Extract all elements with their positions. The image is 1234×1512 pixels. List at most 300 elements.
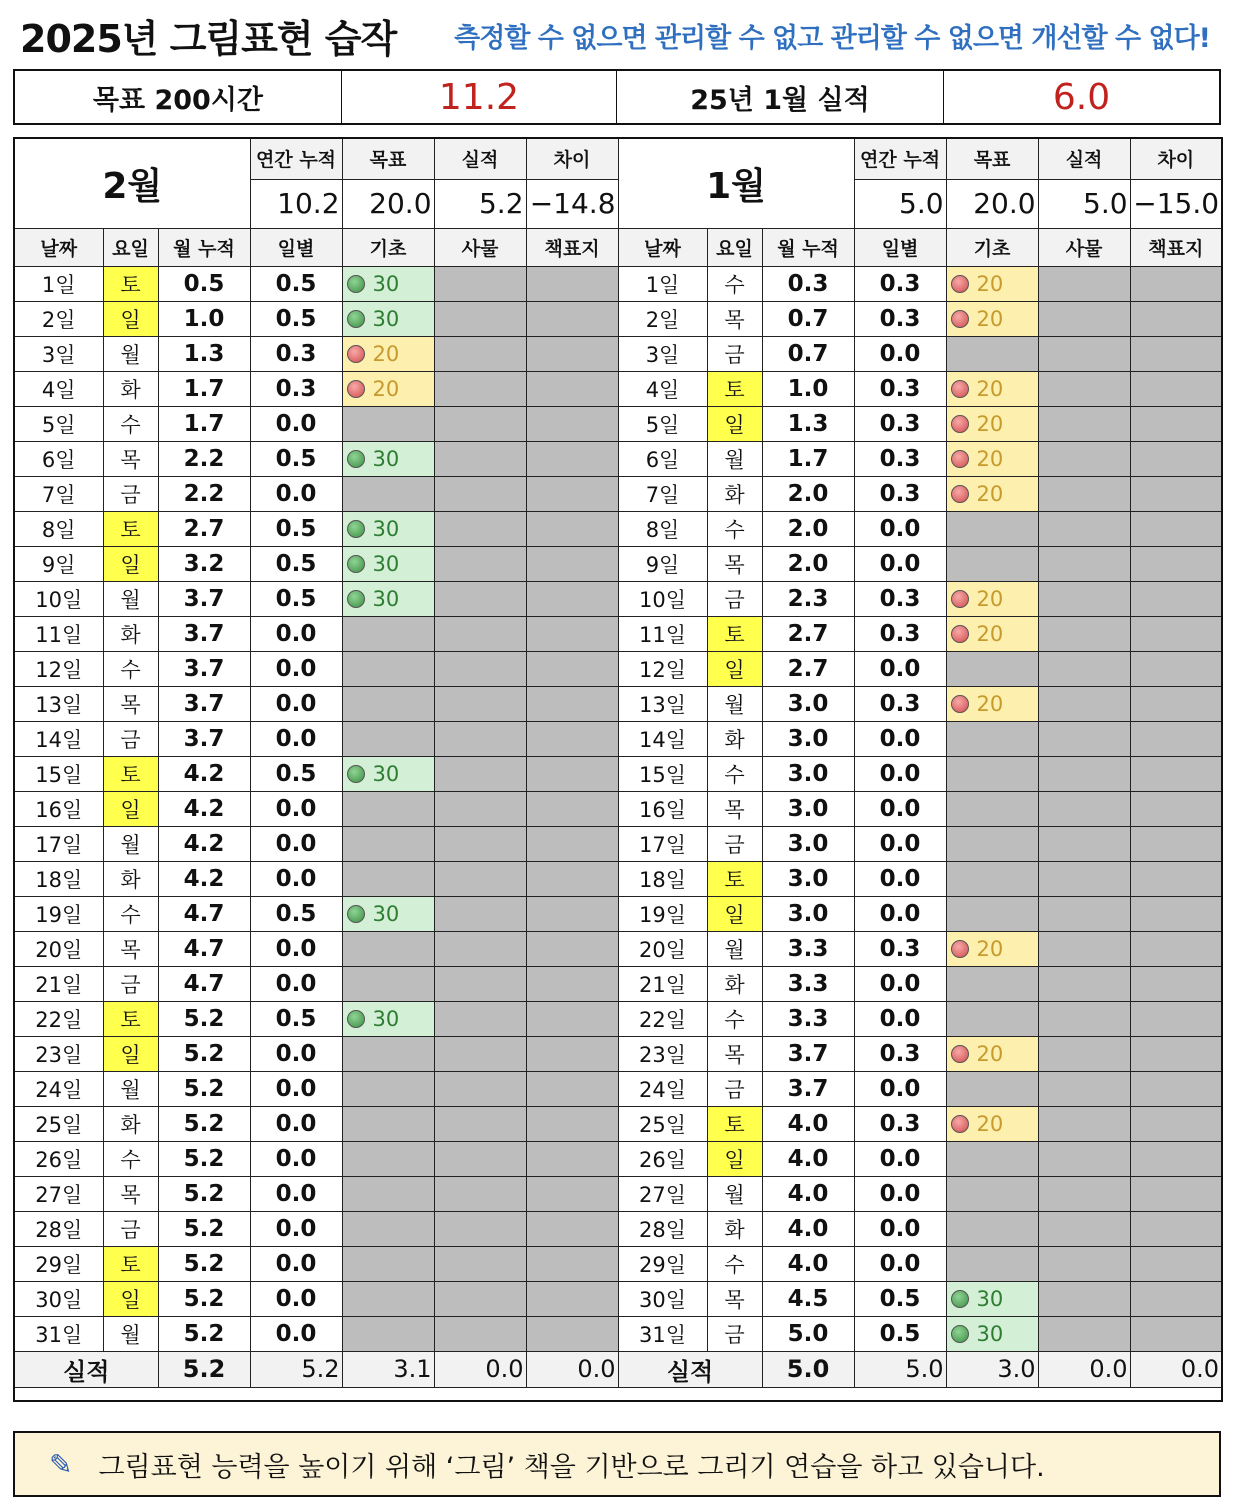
day-cell: 5일 [618, 406, 707, 441]
basic-cell [342, 476, 434, 511]
red-circle-icon [951, 1045, 969, 1063]
red-circle-icon [347, 345, 365, 363]
object-cell [1038, 1001, 1130, 1036]
basic-cell [342, 581, 434, 616]
day-cell: 1일 [14, 266, 103, 301]
blank-row [14, 1387, 1222, 1401]
weekday-cell: 금 [103, 1211, 158, 1246]
red-circle-icon [951, 380, 969, 398]
object-cell [1038, 581, 1130, 616]
column-header: 요일 [707, 228, 762, 266]
table-row [14, 371, 1222, 406]
cumulative-cell: 4.2 [158, 756, 250, 791]
daily-cell: 0.0 [854, 861, 946, 896]
cover-cell [1130, 966, 1222, 1001]
red-circle-icon [951, 485, 969, 503]
basic-cell [946, 1176, 1038, 1211]
daily-cell: 0.5 [250, 581, 342, 616]
basic-cell [946, 686, 1038, 721]
object-cell [434, 1036, 526, 1071]
weekday-cell: 목 [707, 1281, 762, 1316]
basic-cell [342, 721, 434, 756]
day-cell: 23일 [618, 1036, 707, 1071]
basic-cell [946, 1211, 1038, 1246]
object-cell [434, 1106, 526, 1141]
daily-cell: 0.0 [854, 966, 946, 1001]
weekday-cell: 금 [707, 581, 762, 616]
column-header: 책표지 [526, 228, 618, 266]
basic-cell [342, 1001, 434, 1036]
object-cell [1038, 686, 1130, 721]
weekday-cell: 토 [103, 1246, 158, 1281]
total-value: 5.0 [854, 1351, 946, 1387]
daily-cell: 0.0 [250, 1281, 342, 1316]
cover-cell [1130, 1001, 1222, 1036]
weekday-cell: 월 [103, 1071, 158, 1106]
weekday-cell: 수 [103, 1141, 158, 1176]
daily-cell: 0.0 [250, 616, 342, 651]
table-row [14, 1246, 1222, 1281]
cover-cell [526, 651, 618, 686]
stat-value: −15.0 [1130, 179, 1222, 228]
basic-cell [946, 896, 1038, 931]
cumulative-cell: 3.7 [158, 581, 250, 616]
daily-cell: 0.3 [854, 616, 946, 651]
basic-cell [342, 371, 434, 406]
basic-value: 20 [976, 586, 1004, 611]
cumulative-cell: 5.2 [158, 1176, 250, 1211]
table-row [14, 616, 1222, 651]
basic-cell [342, 756, 434, 791]
basic-value: 30 [372, 306, 400, 331]
day-cell: 4일 [14, 371, 103, 406]
cumulative-cell: 3.7 [158, 616, 250, 651]
object-cell [1038, 1036, 1130, 1071]
cumulative-cell: 4.7 [158, 896, 250, 931]
weekday-cell: 월 [707, 686, 762, 721]
basic-cell [946, 1246, 1038, 1281]
cover-cell [1130, 476, 1222, 511]
cumulative-cell: 4.7 [158, 966, 250, 1001]
day-cell: 5일 [14, 406, 103, 441]
cumulative-cell: 4.0 [762, 1141, 854, 1176]
object-cell [434, 1211, 526, 1246]
table-row [14, 1176, 1222, 1211]
weekday-cell: 일 [707, 651, 762, 686]
cover-cell [1130, 266, 1222, 301]
day-cell: 26일 [618, 1141, 707, 1176]
green-circle-icon [347, 765, 365, 783]
page-title: 2025년 그림표현 습작 [20, 17, 397, 61]
cover-cell [1130, 301, 1222, 336]
daily-cell: 0.0 [854, 1001, 946, 1036]
cover-cell [1130, 581, 1222, 616]
weekday-cell: 토 [707, 861, 762, 896]
object-cell [434, 336, 526, 371]
green-circle-icon [951, 1290, 969, 1308]
cumulative-cell: 3.7 [158, 721, 250, 756]
total-value: 3.1 [342, 1351, 434, 1387]
daily-cell: 0.0 [250, 1141, 342, 1176]
basic-cell [342, 266, 434, 301]
object-cell [434, 1281, 526, 1316]
cover-cell [526, 966, 618, 1001]
cover-cell [1130, 651, 1222, 686]
column-header: 사물 [434, 228, 526, 266]
weekday-cell: 토 [103, 1001, 158, 1036]
weekday-cell: 화 [103, 861, 158, 896]
cumulative-cell: 1.7 [158, 406, 250, 441]
day-cell: 7일 [14, 476, 103, 511]
weekday-cell: 월 [707, 931, 762, 966]
table-row [14, 266, 1222, 301]
daily-cell: 0.0 [854, 896, 946, 931]
weekday-cell: 화 [707, 476, 762, 511]
red-circle-icon [951, 275, 969, 293]
day-cell: 13일 [14, 686, 103, 721]
weekday-cell: 화 [707, 1211, 762, 1246]
cumulative-cell: 3.0 [762, 861, 854, 896]
slogan: 측정할 수 없으면 관리할 수 없고 관리할 수 없으면 개선할 수 없다! [454, 23, 1210, 54]
daily-cell: 0.0 [250, 826, 342, 861]
cumulative-cell: 3.7 [762, 1071, 854, 1106]
day-cell: 18일 [618, 861, 707, 896]
basic-cell [946, 721, 1038, 756]
basic-cell [946, 1071, 1038, 1106]
cumulative-cell: 2.7 [762, 651, 854, 686]
basic-value: 30 [372, 516, 400, 541]
weekday-cell: 일 [103, 791, 158, 826]
cover-cell [1130, 371, 1222, 406]
daily-cell: 0.0 [854, 1141, 946, 1176]
table-row [14, 441, 1222, 476]
cumulative-cell: 3.0 [762, 686, 854, 721]
tracking-table [13, 137, 1223, 1402]
total-label: 실적 [618, 1351, 762, 1387]
object-cell [434, 546, 526, 581]
day-cell: 13일 [618, 686, 707, 721]
daily-cell: 0.0 [250, 966, 342, 1001]
basic-cell [342, 406, 434, 441]
cover-cell [526, 1316, 618, 1351]
object-cell [434, 581, 526, 616]
weekday-cell: 월 [103, 826, 158, 861]
jan-label: 25년 1월 실적 [617, 71, 944, 123]
cumulative-cell: 4.5 [762, 1281, 854, 1316]
green-circle-icon [347, 275, 365, 293]
day-cell: 11일 [14, 616, 103, 651]
stat-header: 실적 [1038, 138, 1130, 179]
cumulative-cell: 5.2 [158, 1001, 250, 1036]
basic-cell [342, 1281, 434, 1316]
basic-value: 20 [976, 1041, 1004, 1066]
basic-value: 20 [976, 376, 1004, 401]
day-cell: 28일 [618, 1211, 707, 1246]
cumulative-cell: 4.0 [762, 1246, 854, 1281]
weekday-cell: 화 [707, 721, 762, 756]
stat-value: 5.0 [854, 179, 946, 228]
basic-value: 20 [976, 481, 1004, 506]
basic-cell [342, 336, 434, 371]
cumulative-cell: 4.0 [762, 1211, 854, 1246]
day-cell: 25일 [618, 1106, 707, 1141]
total-value: 5.0 [762, 1351, 854, 1387]
basic-cell [946, 581, 1038, 616]
red-circle-icon [951, 625, 969, 643]
weekday-cell: 토 [103, 756, 158, 791]
weekday-cell: 화 [103, 616, 158, 651]
day-cell: 22일 [14, 1001, 103, 1036]
cumulative-cell: 2.3 [762, 581, 854, 616]
daily-cell: 0.0 [250, 1176, 342, 1211]
stat-header: 연간 누적 [250, 138, 342, 179]
table-row [14, 721, 1222, 756]
summary-bar [13, 69, 1221, 125]
object-cell [434, 791, 526, 826]
basic-cell [342, 1246, 434, 1281]
total-value: 5.2 [158, 1351, 250, 1387]
object-cell [434, 931, 526, 966]
cover-cell [526, 686, 618, 721]
daily-cell: 0.5 [250, 1001, 342, 1036]
basic-cell [946, 861, 1038, 896]
table-row [14, 1316, 1222, 1351]
day-cell: 19일 [618, 896, 707, 931]
object-cell [434, 371, 526, 406]
cumulative-cell: 5.2 [158, 1141, 250, 1176]
cover-cell [1130, 1141, 1222, 1176]
basic-cell [946, 441, 1038, 476]
basic-value: 20 [976, 621, 1004, 646]
basic-value: 30 [976, 1286, 1004, 1311]
table-row [14, 861, 1222, 896]
object-cell [1038, 336, 1130, 371]
basic-value: 20 [372, 376, 400, 401]
cover-cell [526, 581, 618, 616]
red-circle-icon [951, 310, 969, 328]
table-row [14, 896, 1222, 931]
day-cell: 2일 [14, 301, 103, 336]
cover-cell [1130, 1071, 1222, 1106]
cover-cell [1130, 686, 1222, 721]
day-cell: 9일 [14, 546, 103, 581]
day-cell: 20일 [618, 931, 707, 966]
object-cell [434, 406, 526, 441]
object-cell [434, 1176, 526, 1211]
cover-cell [1130, 1036, 1222, 1071]
object-cell [434, 441, 526, 476]
daily-cell: 0.0 [250, 1071, 342, 1106]
stat-value: 5.2 [434, 179, 526, 228]
daily-cell: 0.0 [854, 651, 946, 686]
cover-cell [526, 1211, 618, 1246]
cumulative-cell: 2.0 [762, 546, 854, 581]
cumulative-cell: 5.2 [158, 1036, 250, 1071]
total-value: 0.0 [1130, 1351, 1222, 1387]
total-value: 0.0 [526, 1351, 618, 1387]
cover-cell [526, 791, 618, 826]
day-cell: 24일 [618, 1071, 707, 1106]
stat-header: 연간 누적 [854, 138, 946, 179]
cover-cell [1130, 791, 1222, 826]
daily-cell: 0.3 [854, 1106, 946, 1141]
day-cell: 15일 [618, 756, 707, 791]
cumulative-cell: 3.7 [158, 686, 250, 721]
object-cell [434, 826, 526, 861]
day-cell: 17일 [618, 826, 707, 861]
day-cell: 16일 [14, 791, 103, 826]
object-cell [434, 756, 526, 791]
cover-cell [526, 301, 618, 336]
day-cell: 9일 [618, 546, 707, 581]
daily-cell: 0.0 [250, 1246, 342, 1281]
cumulative-cell: 5.0 [762, 1316, 854, 1351]
basic-cell [946, 1281, 1038, 1316]
cover-cell [1130, 1281, 1222, 1316]
table-row [14, 546, 1222, 581]
day-cell: 12일 [618, 651, 707, 686]
daily-cell: 0.3 [854, 476, 946, 511]
weekday-cell: 일 [103, 301, 158, 336]
object-cell [1038, 826, 1130, 861]
cumulative-cell: 2.2 [158, 476, 250, 511]
table-row [14, 1036, 1222, 1071]
cover-cell [1130, 756, 1222, 791]
stat-value: 20.0 [342, 179, 434, 228]
daily-cell: 0.0 [854, 1176, 946, 1211]
green-circle-icon [347, 1010, 365, 1028]
daily-cell: 0.0 [250, 791, 342, 826]
daily-cell: 0.0 [250, 651, 342, 686]
table-row [14, 301, 1222, 336]
weekday-cell: 목 [103, 441, 158, 476]
cumulative-cell: 3.0 [762, 791, 854, 826]
cover-cell [526, 896, 618, 931]
basic-cell [946, 1001, 1038, 1036]
day-cell: 8일 [14, 511, 103, 546]
weekday-cell: 금 [707, 1316, 762, 1351]
day-cell: 31일 [618, 1316, 707, 1351]
cover-cell [1130, 546, 1222, 581]
daily-cell: 0.3 [854, 581, 946, 616]
basic-cell [342, 651, 434, 686]
day-cell: 30일 [618, 1281, 707, 1316]
basic-cell [946, 756, 1038, 791]
cumulative-cell: 1.0 [762, 371, 854, 406]
red-circle-icon [951, 1115, 969, 1133]
basic-cell [946, 406, 1038, 441]
object-cell [1038, 1141, 1130, 1176]
basic-cell [946, 336, 1038, 371]
cumulative-cell: 3.2 [158, 546, 250, 581]
cumulative-cell: 1.0 [158, 301, 250, 336]
basic-cell [342, 1106, 434, 1141]
daily-cell: 0.0 [250, 686, 342, 721]
table-row [14, 1106, 1222, 1141]
weekday-cell: 화 [103, 371, 158, 406]
daily-cell: 0.3 [250, 371, 342, 406]
day-cell: 21일 [618, 966, 707, 1001]
basic-value: 20 [976, 1111, 1004, 1136]
cover-cell [526, 1036, 618, 1071]
weekday-cell: 목 [707, 301, 762, 336]
daily-cell: 0.0 [250, 1211, 342, 1246]
total-value: 5.2 [250, 1351, 342, 1387]
basic-value: 20 [976, 936, 1004, 961]
stat-header: 차이 [1130, 138, 1222, 179]
object-cell [434, 721, 526, 756]
cover-cell [526, 1141, 618, 1176]
day-cell: 20일 [14, 931, 103, 966]
daily-cell: 0.0 [250, 1106, 342, 1141]
object-cell [1038, 1176, 1130, 1211]
daily-cell: 0.3 [854, 441, 946, 476]
table-row [14, 1211, 1222, 1246]
weekday-cell: 수 [707, 1246, 762, 1281]
cover-cell [526, 1071, 618, 1106]
basic-value: 30 [372, 551, 400, 576]
basic-cell [946, 966, 1038, 1001]
object-cell [434, 1001, 526, 1036]
day-cell: 19일 [14, 896, 103, 931]
weekday-cell: 화 [707, 966, 762, 1001]
object-cell [434, 301, 526, 336]
object-cell [1038, 266, 1130, 301]
cover-cell [526, 511, 618, 546]
cumulative-cell: 2.7 [762, 616, 854, 651]
weekday-cell: 금 [103, 966, 158, 1001]
cover-cell [1130, 721, 1222, 756]
daily-cell: 0.0 [854, 721, 946, 756]
object-cell [1038, 301, 1130, 336]
cumulative-cell: 4.0 [762, 1176, 854, 1211]
daily-cell: 0.5 [854, 1281, 946, 1316]
cover-cell [526, 1001, 618, 1036]
basic-value: 30 [372, 586, 400, 611]
weekday-cell: 토 [707, 616, 762, 651]
basic-cell [946, 301, 1038, 336]
column-header: 기초 [946, 228, 1038, 266]
cover-cell [526, 1176, 618, 1211]
basic-cell [342, 896, 434, 931]
basic-value: 20 [976, 306, 1004, 331]
stat-value: 10.2 [250, 179, 342, 228]
weekday-cell: 월 [103, 1316, 158, 1351]
basic-cell [342, 1211, 434, 1246]
weekday-cell: 월 [103, 336, 158, 371]
day-cell: 14일 [14, 721, 103, 756]
weekday-cell: 일 [103, 1036, 158, 1071]
total-value: 0.0 [1038, 1351, 1130, 1387]
cover-cell [526, 756, 618, 791]
table-row [14, 1141, 1222, 1176]
cumulative-cell: 2.2 [158, 441, 250, 476]
weekday-cell: 일 [707, 1141, 762, 1176]
daily-cell: 0.0 [854, 336, 946, 371]
day-cell: 1일 [618, 266, 707, 301]
basic-cell [342, 546, 434, 581]
day-cell: 28일 [14, 1211, 103, 1246]
object-cell [434, 616, 526, 651]
cumulative-cell: 3.0 [762, 826, 854, 861]
object-cell [1038, 546, 1130, 581]
object-cell [434, 476, 526, 511]
weekday-cell: 목 [707, 546, 762, 581]
cover-cell [526, 371, 618, 406]
object-cell [1038, 476, 1130, 511]
daily-cell: 0.5 [854, 1316, 946, 1351]
table-row [14, 966, 1222, 1001]
